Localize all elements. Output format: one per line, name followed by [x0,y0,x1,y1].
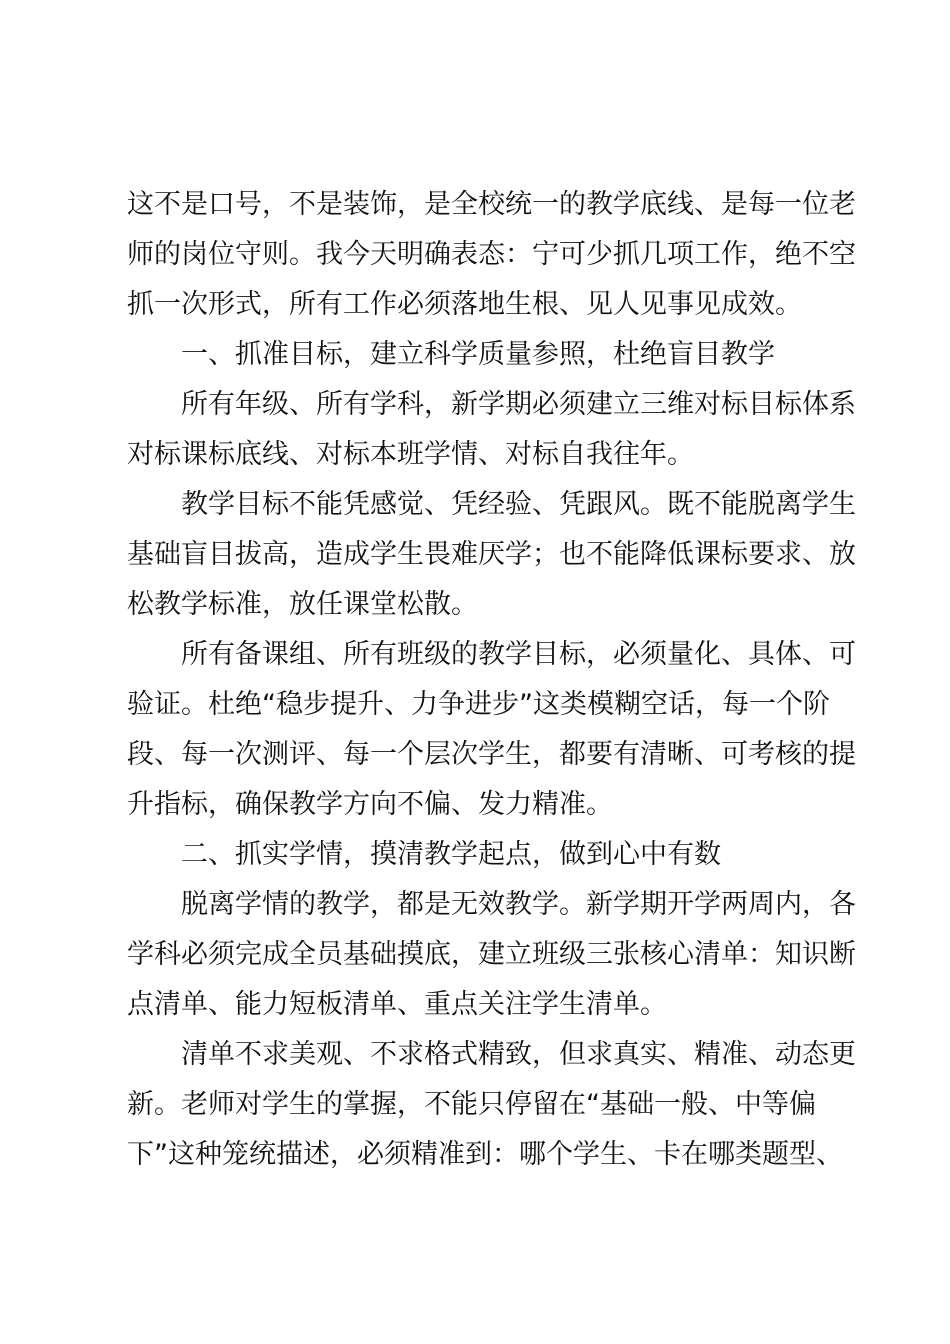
paragraph-line: 清单不求美观、不求格式精致，但求真实、精准、动态更 [181,1039,856,1070]
document-body [127,180,856,1180]
paragraph-line: 基础盲目拔高，造成学生畏难厌学；也不能降低课标要求、放 [127,539,856,570]
section-heading: 一、抓准目标，建立科学质量参照，杜绝盲目教学 [181,339,775,370]
paragraph-line: 师的岗位守则。我今天明确表态：宁可少抓几项工作，绝不空 [127,239,856,270]
paragraph-line: 所有备课组、所有班级的教学目标，必须量化、具体、可 [181,639,856,670]
section-heading: 二、抓实学情，摸清教学起点，做到心中有数 [181,839,721,870]
paragraph-line: 脱离学情的教学，都是无效教学。新学期开学两周内，各 [181,889,856,920]
paragraph-line: 点清单、能力短板清单、重点关注学生清单。 [127,989,667,1020]
paragraph-line: 教学目标不能凭感觉、凭经验、凭跟风。既不能脱离学生 [181,489,856,520]
paragraph-line: 下”这种笼统描述，必须精准到：哪个学生、卡在哪类题型、 [127,1139,843,1170]
paragraph-line: 所有年级、所有学科，新学期必须建立三维对标目标体系 [181,389,856,420]
paragraph-line: 松教学标准，放任课堂松散。 [127,589,478,620]
paragraph-line: 验证。杜绝“稳步提升、力争进步”这类模糊空话，每一个阶 [127,689,830,720]
paragraph-line: 升指标，确保教学方向不偏、发力精准。 [127,789,613,820]
paragraph-line: 段、每一次测评、每一个层次学生，都要有清晰、可考核的提 [127,739,856,770]
paragraph-line: 抓一次形式，所有工作必须落地生根、见人见事见成效。 [127,289,802,320]
paragraph-line: 学科必须完成全员基础摸底，建立班级三张核心清单：知识断 [127,939,856,970]
paragraph-line: 对标课标底线、对标本班学情、对标自我往年。 [127,439,694,470]
paragraph-line: 新。老师对学生的掌握，不能只停留在“基础一般、中等偏 [127,1089,816,1120]
paragraph-line: 这不是口号，不是装饰，是全校统一的教学底线、是每一位老 [127,189,856,220]
